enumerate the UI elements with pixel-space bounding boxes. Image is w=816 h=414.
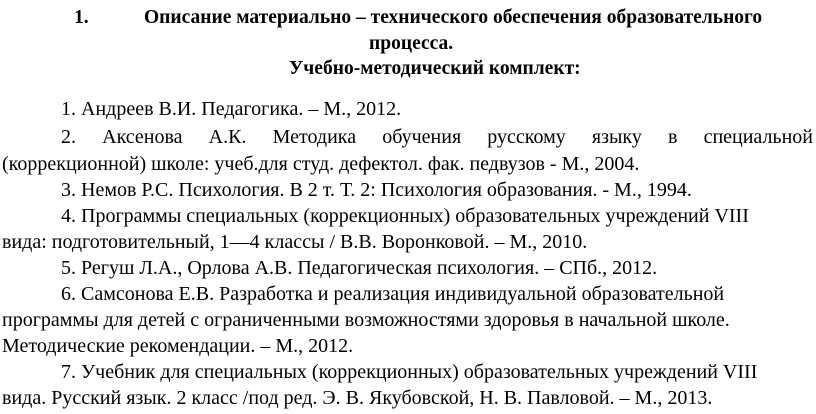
reference-1: 1. Андреев В.И. Педагогика. – М., 2012. xyxy=(61,98,402,120)
reference-2-line-2: (коррекционной) школе: учеб.для студ. дефектол. фак. педвузов - М., 2004. xyxy=(2,153,640,175)
reference-5: 5. Регуш Л.А., Орлова А.В. Педагогическая психология. – СПб., 2012. xyxy=(61,257,658,279)
section-title-line-1: Описание материально – технического обеспечения образовательного xyxy=(144,7,763,28)
reference-6-line-3: Методические рекомендации. – М., 2012. xyxy=(2,335,354,357)
section-number: 1. xyxy=(74,7,89,28)
section-subtitle: Учебно-методический комплект: xyxy=(289,58,581,79)
reference-2-line-1: 2. Аксенова А.К. Методика обучения русскому языку в специальной xyxy=(61,126,813,148)
reference-6-line-1: 6. Самсонова Е.В. Разработка и реализация индивидуальной образовательной xyxy=(61,283,725,305)
reference-4-line-2: вида: подготовительный, 1—4 классы / В.В. Воронковой. – М., 2010. xyxy=(2,231,588,253)
reference-6-line-2: программы для детей с ограниченными возможностями здоровья в начальной школе. xyxy=(2,309,730,331)
reference-3: 3. Немов Р.С. Психология. В 2 т. Т. 2: Психология образования. - М., 1994. xyxy=(61,179,692,201)
reference-4-line-1: 4. Программы специальных (коррекционных) образовательных учреждений VIII xyxy=(61,205,749,227)
reference-7-line-1: 7. Учебник для специальных (коррекционных) образовательных учреждений VIII xyxy=(61,361,758,383)
section-title-line-2: процесса. xyxy=(369,33,454,54)
reference-7-line-2: вида. Русский язык. 2 класс /под ред. Э. В. Якубовской, Н. В. Павловой. – М., 2013. xyxy=(2,387,713,409)
